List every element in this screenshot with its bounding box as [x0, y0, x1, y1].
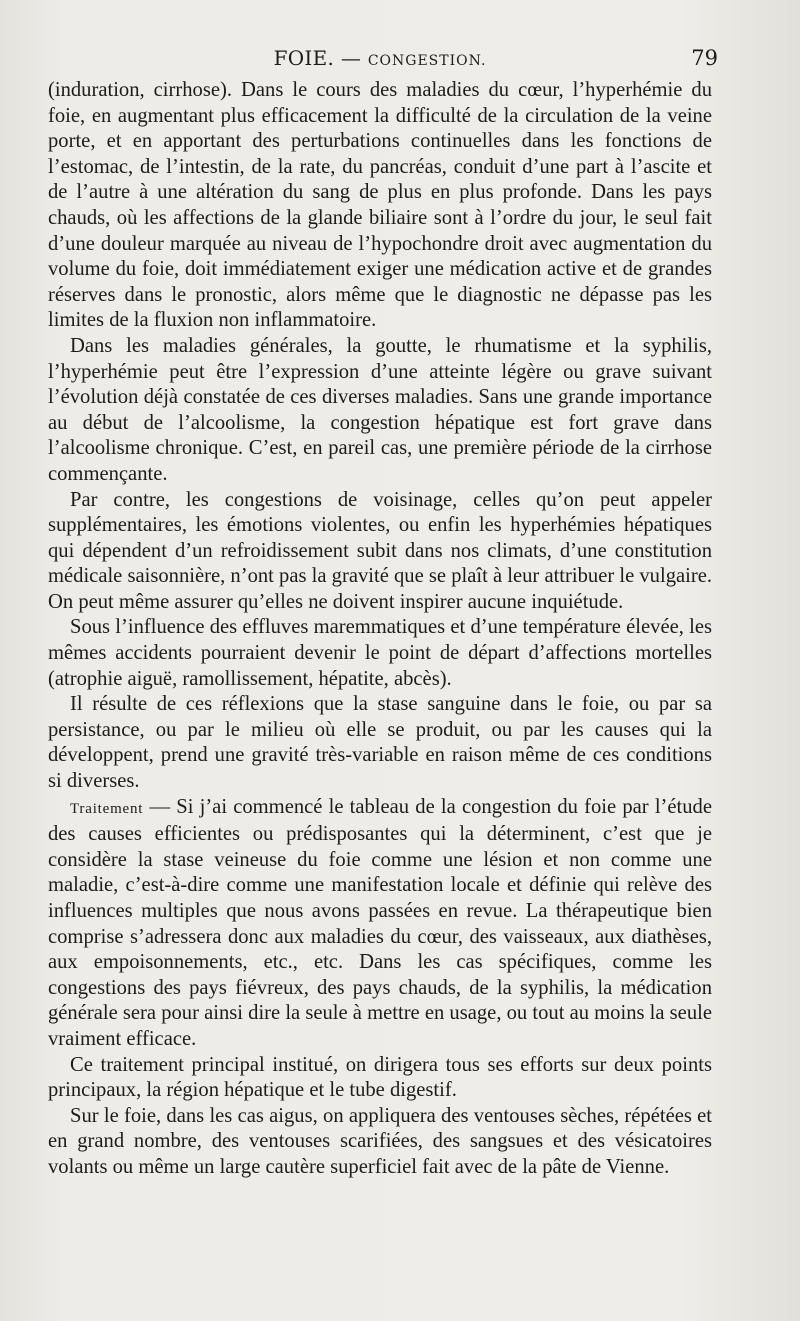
- paragraph-4: Sous l’influence des effluves maremmatiques et d’une température élevée, les mêmes accidents pourraient devenir le point de départ d’affections mortelles (atrophie aiguë, ramollissement, hépatite, abcès).: [48, 616, 712, 690]
- paragraph-5: Il résulte de ces réflexions que la stase sanguine dans le foie, ou par sa persistance, ou par le milieu où elle se produit, ou par les causes qui la développent, prend une gravité très-variable en raison même de ces conditions si diverses.: [48, 693, 712, 793]
- paragraph-2: Dans les maladies générales, la goutte, le rhumatisme et la syphilis, l’hyperhémie peut être l’expression d’une atteinte légère ou grave suivant l’évolution déjà constatée de ces diverses maladies. Sans une grande importance au début de l’alcoolisme, la congestion hépatique est fort grave dans l’alcoolisme chronique. C’est, en pareil cas, une première période de la cirrhose commençante.: [48, 334, 712, 485]
- body-text: [48, 78, 712, 1181]
- running-title-sub: CONGESTION.: [367, 53, 487, 69]
- running-title-main: FOIE. —: [273, 46, 362, 70]
- paragraph-1: (induration, cirrhose). Dans le cours des maladies du cœur, l’hyperhémie du foie, en augmentant plus efficacement la difficulté de la circulation de la veine porte, et en apportant des perturbations continuelles dans les fonctions de l’estomac, de l’intestin, de la rate, du pancréas, conduit d’une part à l’ascite et de l’autre à une altération du sang de plus en plus profonde. Dans les pays chauds, où les affections de la glande biliaire sont à l’ordre du jour, le seul fait d’une douleur marquée au niveau de l’hypochondre droit avec augmentation du volume du foie, doit immédiatement exiger une médication active et de grandes réserves dans le pronostic, alors même que le diagnostic ne dépasse pas les limites de la fluxion non inflammatoire.: [48, 79, 712, 332]
- paragraph-3: Par contre, les congestions de voisinage, celles qu’on peut appeler supplémentaires, les émotions violentes, ou enfin les hyperhémies hépatiques qui dépendent d’un refroidissement subit dans nos climats, d’une constitution médicale saisonnière, n’ont pas la gravité que se plaît à leur attribuer le vulgaire. On peut même assurer qu’elles ne doivent inspirer aucune inquiétude.: [48, 488, 712, 613]
- running-header: [48, 44, 718, 78]
- paragraph-7: Ce traitement principal institué, on dirigera tous ses efforts sur deux points principaux, la région hépatique et le tube digestif.: [48, 1053, 712, 1102]
- running-title: [48, 46, 712, 70]
- page-number: 79: [691, 46, 718, 70]
- paragraph-6-treatment: Traitement — Si j’ai commencé le tableau de la congestion du foie par l’étude des causes efficientes ou prédisposantes qui la déterminent, c’est que je considère la stase veineuse du foie comme une lésion et non comme une maladie, c’est-à-dire comme une manifestation locale et définie qui relève des influences multiples que nous avons passées en revue. La thérapeutique bien comprise s’adressera donc aux maladies du cœur, des vaisseaux, aux diathèses, aux empoisonnements, etc., etc. Dans les cas spécifiques, comme les congestions des pays fiévreux, des pays chauds, de la syphilis, la médication générale sera pour ainsi dire la seule à mettre en usage, ou tout au moins la seule vraiment efficace.: [48, 795, 712, 1050]
- paragraph-8: Sur le foie, dans les cas aigus, on appliquera des ventouses sèches, répétées et en grand nombre, des ventouses scarifiées, des sangsues et des vésicatoires volants ou même un large cautère superficiel fait avec de la pâte de Vienne.: [48, 1104, 712, 1178]
- section-lead-traitement: Traitement: [70, 800, 144, 817]
